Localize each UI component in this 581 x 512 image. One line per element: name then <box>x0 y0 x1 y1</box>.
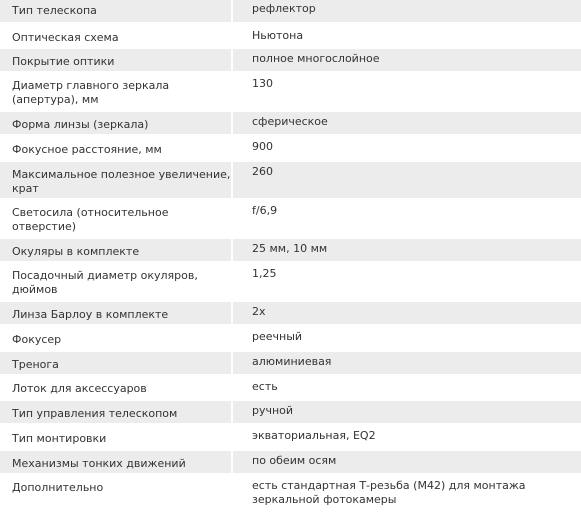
spec-row-slow-motion <box>0 450 581 474</box>
spec-row-focal-ratio <box>0 199 581 238</box>
spec-row-tripod <box>0 351 581 375</box>
spec-row-focuser <box>0 325 581 351</box>
spec-row-control-type <box>0 400 581 424</box>
spec-value: алюминиевая <box>232 351 581 375</box>
spec-row-mount-type <box>0 424 581 450</box>
spec-row-eyepieces <box>0 238 581 262</box>
spec-row-optical-scheme <box>0 23 581 48</box>
spec-name: Линза Барлоу в комплекте <box>0 301 232 325</box>
spec-value: 900 <box>232 135 581 161</box>
spec-value: 1,25 <box>232 262 581 301</box>
spec-value: экваториальная, EQ2 <box>232 424 581 450</box>
spec-name: Оптическая схема <box>0 23 232 48</box>
spec-value: реечный <box>232 325 581 351</box>
spec-name: Диаметр главного зеркала (апертура), мм <box>0 72 232 111</box>
spec-name: Максимальное полезное увеличение, крат <box>0 161 232 199</box>
spec-value: ручной <box>232 400 581 424</box>
spec-name: Тип управления телескопом <box>0 400 232 424</box>
spec-name: Лоток для аксессуаров <box>0 375 232 400</box>
spec-name: Фокусер <box>0 325 232 351</box>
spec-row-max-magnification <box>0 161 581 199</box>
spec-name: Форма линзы (зеркала) <box>0 111 232 135</box>
spec-value: Ньютона <box>232 23 581 48</box>
spec-name: Тип монтировки <box>0 424 232 450</box>
spec-value: f/6,9 <box>232 199 581 238</box>
spec-row-aperture <box>0 72 581 111</box>
spec-name: Тип телескопа <box>0 0 232 23</box>
spec-value: 25 мм, 10 мм <box>232 238 581 262</box>
spec-row-focal-length <box>0 135 581 161</box>
spec-row-eyepiece-diameter <box>0 262 581 301</box>
spec-name: Окуляры в комплекте <box>0 238 232 262</box>
spec-name: Тренога <box>0 351 232 375</box>
spec-row-telescope-type <box>0 0 581 23</box>
spec-value: сферическое <box>232 111 581 135</box>
spec-name: Дополнительно <box>0 474 232 511</box>
spec-row-additional <box>0 474 581 511</box>
spec-row-optics-coating <box>0 48 581 72</box>
spec-row-mirror-shape <box>0 111 581 135</box>
spec-value: рефлектор <box>232 0 581 23</box>
spec-name: Механизмы тонких движений <box>0 450 232 474</box>
spec-value: по обеим осям <box>232 450 581 474</box>
spec-value: 260 <box>232 161 581 199</box>
spec-name: Посадочный диаметр окуляров, дюймов <box>0 262 232 301</box>
spec-name: Светосила (относительное отверстие) <box>0 199 232 238</box>
spec-row-barlow-lens <box>0 301 581 325</box>
spec-value: есть стандартная Т-резьба (М42) для монтажа зеркальной фотокамеры <box>232 474 581 511</box>
spec-name: Фокусное расстояние, мм <box>0 135 232 161</box>
spec-value: 2x <box>232 301 581 325</box>
spec-name: Покрытие оптики <box>0 48 232 72</box>
spec-value: 130 <box>232 72 581 111</box>
spec-value: полное многослойное <box>232 48 581 72</box>
spec-row-accessory-tray <box>0 375 581 400</box>
spec-value: есть <box>232 375 581 400</box>
